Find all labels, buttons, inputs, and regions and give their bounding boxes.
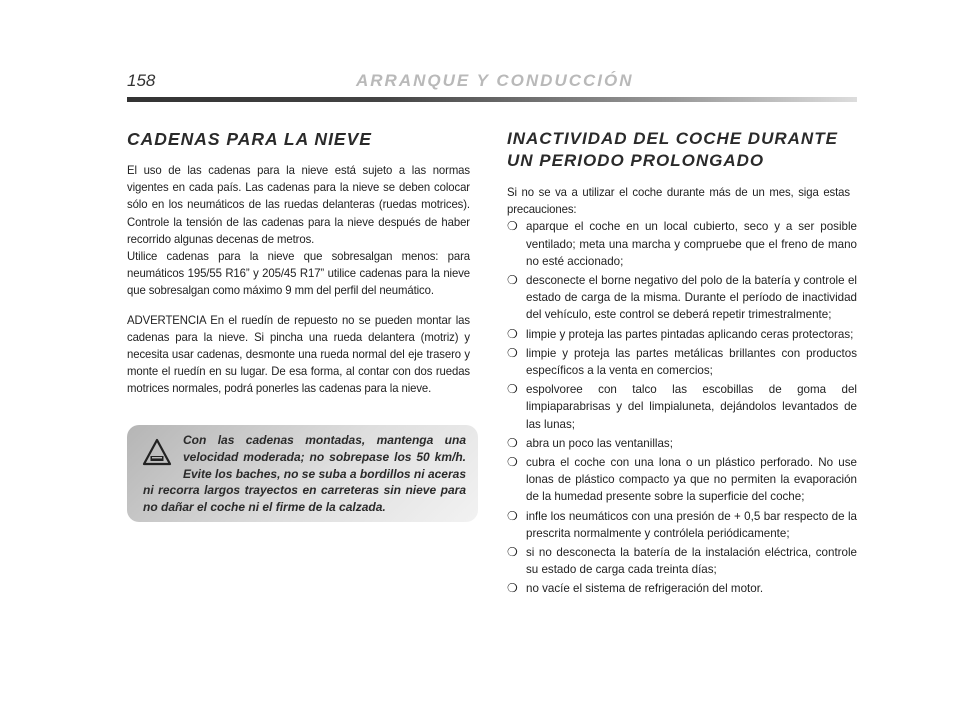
list-item: ❍ no vacíe el sistema de refrigeración del motor. — [507, 580, 857, 597]
list-item: ❍ espolvoree con talco las escobillas de goma del limpiaparabrisas y del limpialuneta, dejándolos levantados de las lunas; — [507, 382, 857, 431]
bullet-circle-icon: ❍ — [507, 545, 518, 560]
list-item: ❍ abra un poco las ventanillas; — [507, 435, 857, 452]
snow-chains-paragraph-2: Utilice cadenas para la nieve que sobresalgan menos: para neumáticos 195/55 R16” y 205/45 R17” utilice cadenas para la nieve que sobresalgan como máximo 9 mm del perfil del neumático. — [127, 250, 470, 298]
precautions-list — [507, 218, 857, 597]
warning-text: Con las cadenas montadas, mantenga una velocidad moderada; no sobrepase los 50 km/h. Evite los baches, no se suba a bordillos ni aceras ni recorra largos trayectos en carreteras sin nieve para no dañar el coche ni el firme de la calzada. — [143, 433, 466, 515]
list-item: ❍ limpie y proteja las partes metálicas brillantes con productos específicos a la venta en comercios; — [507, 345, 857, 378]
snow-chains-paragraph-1: El uso de las cadenas para la nieve está sujeto a las normas vigentes en cada país. Las cadenas para la nieve se deben colocar sólo en los neumáticos de las ruedas delanteras (ruedas motrices). Controle la tensión de las cadenas para la nieve después de haber recorrido algunas decenas de metros. — [127, 164, 470, 246]
bullet-circle-icon: ❍ — [507, 508, 518, 523]
bullet-circle-icon: ❍ — [507, 435, 518, 450]
bullet-circle-icon: ❍ — [507, 382, 518, 397]
list-item: ❍ si no desconecta la batería de la instalación eléctrica, controle su estado de carga cada treinta días; — [507, 545, 857, 577]
page-header — [127, 68, 857, 108]
bullet-circle-icon: ❍ — [507, 581, 518, 596]
list-item: ❍ aparque el coche en un local cubierto, seco y a ser posible ventilado; meta una marcha y compruebe que el freno de mano no esté accionado; — [507, 219, 857, 268]
list-item: ❍ limpie y proteja las partes pintadas aplicando ceras protectoras; — [507, 326, 857, 343]
bullet-circle-icon: ❍ — [507, 345, 518, 360]
snow-chains-advertencia: ADVERTENCIA En el ruedín de repuesto no se pueden montar las cadenas para la nieve. Si pincha una rueda delantera (motriz) y necesita usar cadenas, desmonte una rueda normal del eje trasero y monte el ruedín en su lugar. De esa forma, al contar con dos ruedas motrices normales, podrá ponerles las cadenas para la nieve. — [127, 313, 470, 396]
chapter-title: ARRANQUE Y CONDUCCIÓN — [356, 71, 634, 90]
page-number: 158 — [127, 71, 156, 90]
inactivity-heading-line-2: UN PERIODO PROLONGADO — [507, 151, 765, 170]
bullet-circle-icon: ❍ — [507, 326, 518, 341]
left-column — [127, 128, 477, 398]
warning-box — [127, 425, 478, 522]
bullet-circle-icon: ❍ — [507, 273, 518, 288]
right-column — [507, 128, 857, 600]
list-item: ❍ cubra el coche con una lona o un plástico perforado. No use lonas de plástico compacto ya que no permiten la evaporación de la humedad presente sobre la superficie del coche; — [507, 455, 857, 504]
inactivity-heading-line-1: INACTIVIDAD DEL COCHE DURANTE — [507, 129, 838, 148]
header-rule — [127, 97, 857, 102]
bullet-circle-icon: ❍ — [507, 455, 518, 470]
bullet-circle-icon: ❍ — [507, 219, 518, 234]
list-item: ❍ desconecte el borne negativo del polo de la batería y controle el estado de carga de la misma. Durante el período de inactividad del vehículo, este control se deberá repetir trimestralmente; — [507, 273, 857, 322]
snow-chains-heading: CADENAS PARA LA NIEVE — [127, 129, 372, 149]
list-item: ❍ infle los neumáticos con una presión de + 0,5 bar respecto de la prescrita normalmente y contrólela periódicamente; — [507, 508, 857, 540]
inactivity-heading — [507, 128, 857, 172]
inactivity-intro: Si no se va a utilizar el coche durante más de un mes, siga estas precauciones: — [507, 186, 850, 217]
